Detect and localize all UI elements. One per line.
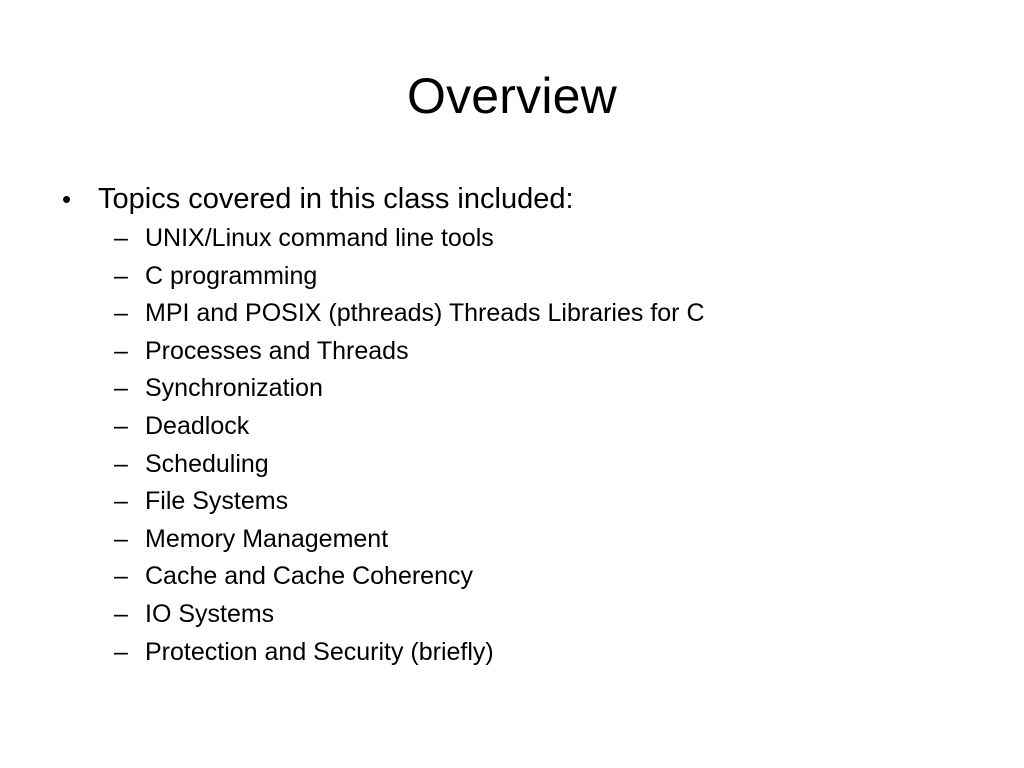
sub-bullet-item	[114, 408, 914, 446]
sub-bullet-item	[114, 521, 914, 559]
sub-bullet-text: Protection and Security (briefly)	[145, 637, 494, 666]
sub-bullet-item	[114, 634, 914, 672]
sub-bullet-item	[114, 295, 914, 333]
dash-icon: –	[114, 336, 128, 365]
sub-bullet-text: Deadlock	[145, 411, 250, 440]
dash-icon: –	[114, 637, 128, 666]
dash-icon: –	[114, 224, 128, 252]
sub-bullet-item	[114, 558, 914, 596]
sub-bullet-item	[114, 370, 914, 408]
dash-icon: –	[114, 487, 128, 516]
dash-icon: –	[114, 299, 128, 328]
bullet-text: Topics covered in this class included:	[98, 183, 574, 215]
dash-icon: –	[114, 411, 128, 440]
dash-icon: –	[114, 261, 128, 290]
sub-bullet-item	[114, 333, 914, 371]
sub-bullet-text: Cache and Cache Coherency	[145, 562, 473, 591]
sub-bullet-text: Memory Management	[145, 524, 389, 553]
sub-bullet-item	[114, 596, 914, 634]
sub-bullet-text: Processes and Threads	[145, 336, 409, 365]
dash-icon: –	[114, 449, 128, 478]
sub-bullet-item	[114, 483, 914, 521]
dash-icon: –	[114, 374, 128, 403]
bullet-icon: •	[62, 184, 72, 214]
sub-bullet-item	[114, 220, 914, 258]
sub-bullet-text: Scheduling	[145, 449, 269, 478]
sub-bullet-text: C programming	[145, 261, 318, 290]
dash-icon: –	[114, 524, 128, 553]
sub-bullet-list	[114, 220, 914, 671]
sub-bullet-text: Synchronization	[145, 374, 323, 403]
sub-bullet-text: File Systems	[145, 487, 289, 516]
sub-bullet-text: UNIX/Linux command line tools	[145, 224, 494, 252]
bullet-topics	[62, 176, 962, 222]
slide-title: Overview	[407, 68, 617, 124]
sub-bullet-item	[114, 446, 914, 484]
sub-bullet-item	[114, 258, 914, 296]
sub-bullet-text: IO Systems	[145, 599, 275, 628]
bullet-list	[62, 176, 962, 666]
dash-icon: –	[114, 599, 128, 628]
sub-bullet-text: MPI and POSIX (pthreads) Threads Libraries for C	[145, 299, 705, 328]
dash-icon: –	[114, 562, 128, 591]
